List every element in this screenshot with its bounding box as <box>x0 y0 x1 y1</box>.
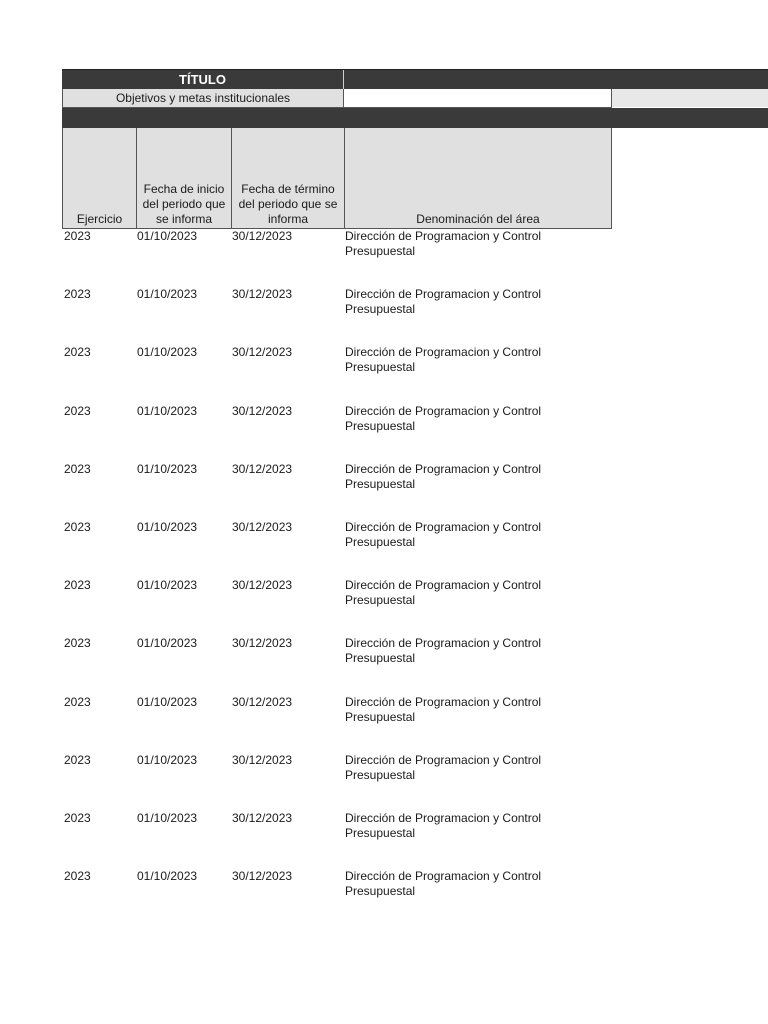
cell-ejercicio: 2023 <box>64 287 91 302</box>
cell-area: Dirección de Programacion y Control Presupuestal <box>345 229 542 258</box>
cell-fecha-termino: 30/12/2023 <box>232 810 293 825</box>
cell-fecha-inicio: 01/10/2023 <box>137 345 198 360</box>
title-cell: TÍTULO <box>62 70 344 90</box>
table-row <box>62 287 612 345</box>
cell-fecha-termino: 30/12/2023 <box>232 287 293 302</box>
cell-fecha-inicio: 01/10/2023 <box>137 519 198 534</box>
table-row <box>62 404 612 462</box>
cell-fecha-inicio: 01/10/2023 <box>137 694 198 709</box>
column-header-row <box>62 128 612 229</box>
subtitle-blank-cell <box>344 89 612 108</box>
subtitle-cell: Objetivos y metas institucionales <box>62 89 344 108</box>
cell-fecha-inicio: 01/10/2023 <box>137 752 198 767</box>
cell-fecha-inicio: 01/10/2023 <box>137 636 198 651</box>
cell-ejercicio: 2023 <box>64 636 91 651</box>
title-row <box>62 69 768 90</box>
cell-fecha-termino: 30/12/2023 <box>232 636 293 651</box>
cell-area: Dirección de Programacion y Control Presupuestal <box>345 752 542 782</box>
cell-fecha-termino: 30/12/2023 <box>232 578 293 593</box>
cell-area: Dirección de Programacion y Control Presupuestal <box>345 869 542 899</box>
header-area: Denominación del área <box>344 128 612 228</box>
cell-ejercicio: 2023 <box>64 519 91 534</box>
cell-fecha-termino: 30/12/2023 <box>232 229 293 243</box>
cell-area: Dirección de Programacion y Control Presupuestal <box>345 461 542 491</box>
cell-ejercicio: 2023 <box>64 694 91 709</box>
cell-fecha-termino: 30/12/2023 <box>232 519 293 534</box>
section-band <box>62 108 768 128</box>
table-row <box>62 520 612 578</box>
table-row <box>62 462 612 520</box>
cell-fecha-inicio: 01/10/2023 <box>137 403 198 418</box>
header-ejercicio: Ejercicio <box>62 128 136 228</box>
table-row <box>62 636 612 694</box>
table-row <box>62 229 612 287</box>
cell-area: Dirección de Programacion y Control Presupuestal <box>345 345 542 375</box>
cell-fecha-termino: 30/12/2023 <box>232 403 293 418</box>
cell-ejercicio: 2023 <box>64 752 91 767</box>
cell-area: Dirección de Programacion y Control Presupuestal <box>345 636 542 666</box>
cell-ejercicio: 2023 <box>64 810 91 825</box>
cell-fecha-termino: 30/12/2023 <box>232 869 293 884</box>
table-row <box>62 695 612 753</box>
table-row <box>62 753 612 811</box>
cell-ejercicio: 2023 <box>64 869 91 884</box>
cell-area: Dirección de Programacion y Control Presupuestal <box>345 810 542 840</box>
table-row <box>62 811 612 869</box>
cell-area: Dirección de Programacion y Control Presupuestal <box>345 694 542 724</box>
cell-fecha-termino: 30/12/2023 <box>232 694 293 709</box>
cell-fecha-inicio: 01/10/2023 <box>137 869 198 884</box>
cell-fecha-inicio: 01/10/2023 <box>137 229 198 243</box>
cell-fecha-termino: 30/12/2023 <box>232 461 293 476</box>
cell-ejercicio: 2023 <box>64 578 91 593</box>
cell-area: Dirección de Programacion y Control Presupuestal <box>345 519 542 549</box>
cell-fecha-termino: 30/12/2023 <box>232 752 293 767</box>
cell-area: Dirección de Programacion y Control Presupuestal <box>345 287 542 317</box>
cell-ejercicio: 2023 <box>64 403 91 418</box>
cell-ejercicio: 2023 <box>64 461 91 476</box>
cell-area: Dirección de Programacion y Control Presupuestal <box>345 403 542 433</box>
cell-fecha-inicio: 01/10/2023 <box>137 461 198 476</box>
cell-fecha-inicio: 01/10/2023 <box>137 810 198 825</box>
cell-ejercicio: 2023 <box>64 345 91 360</box>
table-row <box>62 578 612 636</box>
header-fecha-inicio: Fecha de inicio del periodo que se informa <box>136 128 231 228</box>
cell-fecha-termino: 30/12/2023 <box>232 345 293 360</box>
data-rows <box>62 229 612 927</box>
cell-fecha-inicio: 01/10/2023 <box>137 287 198 302</box>
table-row <box>62 869 612 927</box>
cell-fecha-inicio: 01/10/2023 <box>137 578 198 593</box>
cell-area: Dirección de Programacion y Control Presupuestal <box>345 578 542 608</box>
header-fecha-termino: Fecha de término del periodo que se informa <box>231 128 344 228</box>
table-row <box>62 345 612 403</box>
subtitle-filler <box>612 89 768 107</box>
cell-ejercicio: 2023 <box>64 229 91 243</box>
subtitle-row <box>62 89 768 108</box>
